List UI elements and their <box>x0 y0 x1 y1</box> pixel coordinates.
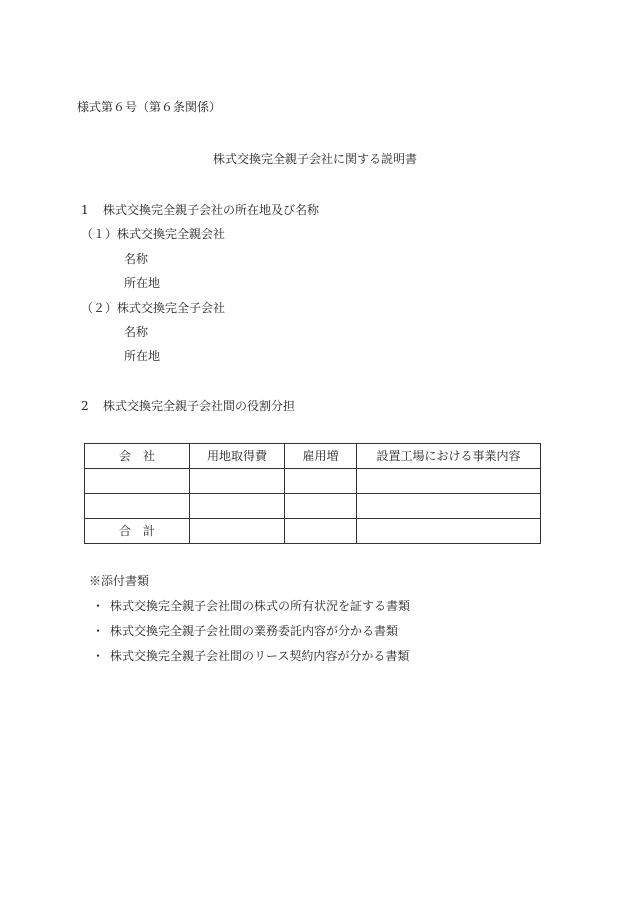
attachment-item <box>92 650 409 662</box>
section-2-heading-text: 株式交換完全親子会社間の役割分担 <box>103 399 296 413</box>
attachment-item-text: 株式交換完全親子会社間の株式の所有状況を証する書類 <box>110 599 411 613</box>
parent-address-label: 所在地 <box>124 276 161 290</box>
bullet: ・ <box>92 624 105 638</box>
attachment-item <box>92 625 398 637</box>
table-header-row <box>85 444 541 469</box>
section-2-heading <box>81 400 295 412</box>
table-cell <box>357 519 541 544</box>
table-cell <box>285 469 357 494</box>
section-2-number: 2 <box>81 399 89 413</box>
attachment-item-text: 株式交換完全親子会社間のリース契約内容が分かる書類 <box>110 649 410 663</box>
section-1-heading <box>81 204 319 216</box>
table-cell <box>285 494 357 519</box>
table-row <box>85 469 541 494</box>
table-cell <box>85 494 190 519</box>
table-cell <box>357 494 541 519</box>
parent-company-label: （１）株式交換完全親会社 <box>81 227 226 241</box>
attachment-item-text: 株式交換完全親子会社間の業務委託内容が分かる書類 <box>110 624 399 638</box>
section-1-number: 1 <box>81 203 89 217</box>
header-business-content: 設置工場における事業内容 <box>357 444 541 469</box>
bullet: ・ <box>92 649 105 663</box>
role-allocation-table <box>84 443 541 544</box>
form-number: 様式第６号（第６条関係） <box>77 100 222 114</box>
document-title: 株式交換完全親子会社に関する説明書 <box>212 152 417 166</box>
child-name-label: 名称 <box>124 325 149 339</box>
header-land-cost: 用地取得費 <box>190 444 285 469</box>
table-cell <box>190 519 285 544</box>
table-cell <box>190 469 285 494</box>
table-total-row <box>85 519 541 544</box>
attachments-title: ※添付書類 <box>89 574 150 588</box>
attachment-item <box>92 600 410 612</box>
header-company: 会 社 <box>85 444 190 469</box>
table-cell <box>85 469 190 494</box>
header-employment-increase: 雇用増 <box>285 444 357 469</box>
table-cell <box>357 469 541 494</box>
parent-name-label: 名称 <box>124 252 149 266</box>
table-cell <box>285 519 357 544</box>
child-address-label: 所在地 <box>124 349 161 363</box>
bullet: ・ <box>92 599 105 613</box>
table-cell <box>190 494 285 519</box>
table-row <box>85 494 541 519</box>
total-label: 合 計 <box>85 519 190 544</box>
section-1-heading-text: 株式交換完全親子会社の所在地及び名称 <box>103 203 320 217</box>
child-company-label: （２）株式交換完全子会社 <box>81 301 226 315</box>
